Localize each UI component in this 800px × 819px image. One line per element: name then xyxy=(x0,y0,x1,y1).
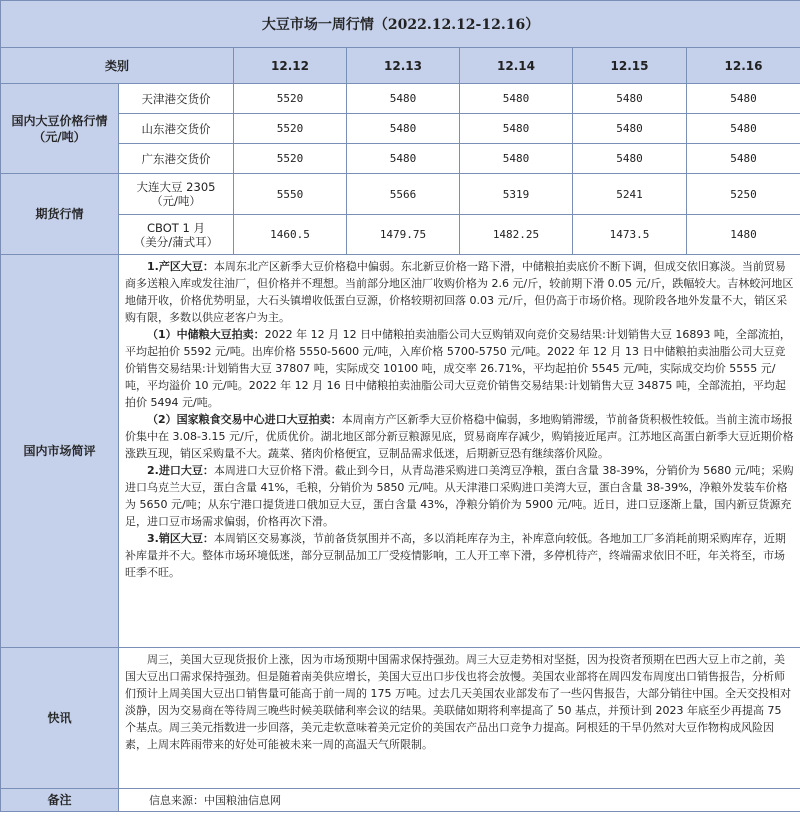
market-commentary xyxy=(119,255,800,648)
futures-cell: 5550 xyxy=(234,174,347,215)
market-commentary-label: 国内市场简评 xyxy=(1,255,119,648)
price-cell: 5520 xyxy=(234,114,347,144)
price-cell: 5480 xyxy=(687,114,800,144)
price-cell: 5480 xyxy=(347,84,460,114)
commentary-paragraph xyxy=(125,326,794,411)
futures-cell: 1479.75 xyxy=(347,215,460,255)
row-name-line: 大连大豆 2305 xyxy=(136,180,216,194)
news-paragraph: 周三，美国大豆现货报价上涨，因为市场预期中国需求保持强劲。周三大豆走势相对坚挺，因为投资者预期在巴西大豆上市之前，美国大豆出口需求保持强劲。但是随着南美供应增长，美国大豆出口步伐也将会放慢。美国农业部将在周四发布周度出口销售报告，分析师们预计上周美国大豆出口销售量可能高于前一周的 175 万吨。过去几天美国农业部发布了一些闪售报告，大部分销往中国。全天交投相对淡静，因为交易商在等待周三晚些时候美联储利率会议的结果。美联储如期将利率提高了 50 基点，并预计到 2023 年底至少再提高 75 个基点。周三美元指数进一步回落，美元走软意味着美元定价的美国农产品出口竞争力提高。阿根廷的干旱仍然对大豆作物构成风险因素，上周末阵雨带来的好处可能被未来一周的高温天气所限制。 xyxy=(125,653,791,751)
row-name xyxy=(119,215,234,255)
note-label: 备注 xyxy=(1,789,119,812)
table-row xyxy=(1,789,800,812)
paragraph-heading: 2.进口大豆： xyxy=(147,464,214,477)
futures-cell: 5566 xyxy=(347,174,460,215)
paragraph-text: 本周销区交易寡淡，节前备货氛围并不高，多以消耗库存为主，补库意向较低。各地加工厂多消耗前期采购库存，近期补库量并不大。整体市场环境低迷，部分豆制品加工厂受疫情影响，工人开工率下滑，多停机待产，终端需求依旧不旺，年关将至，市场旺季不旺。 xyxy=(125,532,786,579)
domestic-price-label: 国内大豆价格行情（元/吨） xyxy=(1,84,119,174)
futures-cell: 1482.25 xyxy=(460,215,573,255)
price-cell: 5480 xyxy=(347,114,460,144)
price-cell: 5480 xyxy=(687,84,800,114)
price-cell: 5520 xyxy=(234,144,347,174)
futures-label: 期货行情 xyxy=(1,174,119,255)
paragraph-text: 本周南方产区新季大豆价格稳中偏弱，多地购销滞缓，节前备货积极性较低。当前主流市场报价集中在 3.08-3.15 元/斤，优质优价。湖北地区部分新豆粮源见底，贸易商库存减少，购销接近尾声。江苏地区高蛋白新季大豆近期价格涨跌互现，销区采购量不大。蔬菜、猪肉价格便宜，豆制品需求低迷，后期新豆恐有继续落价风险。 xyxy=(125,413,794,460)
price-cell: 5480 xyxy=(347,144,460,174)
paragraph-text: 本周进口大豆价格下滑。截止到今日，从青岛港采购进口美湾豆净粮，蛋白含量 38-39%，分销价为 5680 元/吨；采购进口乌克兰大豆，蛋白含量 41%，毛粮，分销价为 5850 元/吨。从天津港口采购进口美湾大豆，蛋白含量 38-39%，净粮外发装车价格为 5650 元/吨；从东宁港口提货进口俄加豆大豆，蛋白含量 43%，净粮分销价为 5900 元/吨。近日，进口豆逐渐上量，国内新豆货源充足，进口豆市场需求偏弱，价格再次下滑。 xyxy=(125,464,794,528)
price-cell: 5480 xyxy=(573,84,687,114)
row-name: 天津港交货价 xyxy=(119,84,234,114)
futures-cell: 5241 xyxy=(573,174,687,215)
paragraph-text: 2022 年 12 月 12 日中储粮拍卖油脂公司大豆购销双向竞价交易结果:计划销售大豆 16893 吨，全部流拍，平均起拍价 5592 元/吨。出库价格 5550-5600 元/吨，入库价格 5700-5750 元/吨。2022 年 12 月 13 日中储粮拍卖油脂公司大豆竞价销售交易结果:计划销售大豆 37807 吨，实际成交 10100 吨，成交率 26.71%，平均起拍价 5545 元/吨，实际成交均价 5555 元/吨，平均溢价 10 元/吨。2022 年 12 月 16 日中储粮拍卖油脂公司大豆竞价销售交易结果:计划销售大豆 34875 吨，全部流拍，平均起拍价 5494 元/吨。 xyxy=(125,328,791,409)
commentary-paragraph xyxy=(125,411,794,462)
header-date: 12.16 xyxy=(687,48,800,84)
futures-cell: 5250 xyxy=(687,174,800,215)
note-text: 信息来源：中国粮油信息网 xyxy=(119,789,800,812)
price-cell: 5480 xyxy=(573,144,687,174)
header-date: 12.13 xyxy=(347,48,460,84)
row-name-unit: （美分/蒲式耳） xyxy=(133,234,219,249)
futures-cell: 1480 xyxy=(687,215,800,255)
table-row xyxy=(1,144,800,174)
futures-cell: 1473.5 xyxy=(573,215,687,255)
table-row xyxy=(1,648,800,789)
table-row xyxy=(1,174,800,215)
price-cell: 5480 xyxy=(687,144,800,174)
header-date: 12.14 xyxy=(460,48,573,84)
price-cell: 5480 xyxy=(460,84,573,114)
commentary-paragraph xyxy=(125,530,794,581)
paragraph-heading: （1）中储粮大豆拍卖： xyxy=(147,328,265,341)
price-cell: 5480 xyxy=(573,114,687,144)
row-name: 山东港交货价 xyxy=(119,114,234,144)
header-category: 类别 xyxy=(1,48,234,84)
price-cell: 5520 xyxy=(234,84,347,114)
price-cell: 5480 xyxy=(460,114,573,144)
table-row xyxy=(1,114,800,144)
news-label: 快讯 xyxy=(1,648,119,789)
report-title: 大豆市场一周行情（2022.12.12-12.16） xyxy=(1,1,800,48)
table-row xyxy=(1,255,800,648)
paragraph-heading: 3.销区大豆： xyxy=(147,532,214,545)
paragraph-heading: 1.产区大豆： xyxy=(147,260,214,273)
futures-cell: 1460.5 xyxy=(234,215,347,255)
paragraph-heading: （2）国家粮食交易中心进口大豆拍卖： xyxy=(147,413,342,426)
paragraph-text: 本周东北产区新季大豆价格稳中偏弱。东北新豆价格一路下滑，中储粮拍卖底价不断下调，但成交依旧寡淡。当前贸易商多送粮入库或发往油厂，但价格并不理想。当前部分地区油厂收购价格为 2.6 元/斤，较前期下滑 0.05 元/斤，跌幅较大。吉林蛟河地区地储开收，价格优势明显，大石头镇增收低蛋白豆源，价格较期初回落 0.03 元/斤，但仍高于市场价格。现阶段各地外发量不大，销区采购有限，多数以供应老客户为主。 xyxy=(125,260,794,324)
header-date: 12.12 xyxy=(234,48,347,84)
header-date: 12.15 xyxy=(573,48,687,84)
commentary-paragraph xyxy=(125,258,794,326)
row-name-line: CBOT 1 月 xyxy=(147,220,205,235)
news-text xyxy=(119,648,800,789)
commentary-paragraph xyxy=(125,462,794,530)
row-name xyxy=(119,174,234,215)
futures-cell: 5319 xyxy=(460,174,573,215)
header-row xyxy=(1,48,800,84)
price-cell: 5480 xyxy=(460,144,573,174)
table-row xyxy=(1,215,800,255)
row-name-unit: （元/吨） xyxy=(151,194,201,208)
row-name: 广东港交货价 xyxy=(119,144,234,174)
table-row xyxy=(1,84,800,114)
